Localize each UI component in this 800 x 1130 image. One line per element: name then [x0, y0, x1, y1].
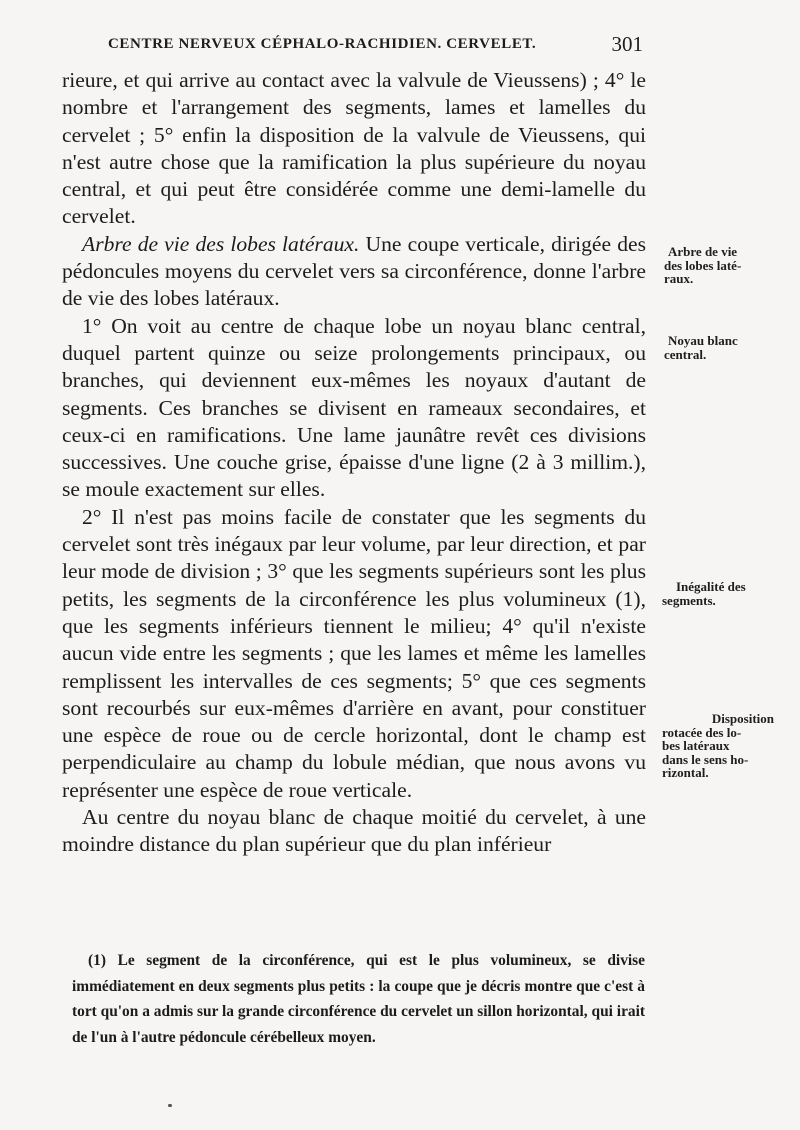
paragraph-2-text: Une coupe verticale, dirigée des pédoncules moyens du cervelet vers sa circonférence, donne l'arbre de vie des lobes latéraux. [62, 231, 646, 311]
margin-note-arbre: Arbre de vie des lobes laté- raux. [664, 244, 742, 286]
section-title-arbre: Arbre de vie des lobes latéraux. [82, 231, 360, 256]
margin-note-disposition: Disposition rotacée des lo- bes latéraux dans le sens ho- rizontal. [662, 711, 774, 780]
print-speck [168, 1104, 172, 1107]
footnote-text: (1) Le segment de la circonférence, qui est le plus volumineux, se divise immédiatement en deux segments plus petits : la coupe que je décris montre que c'est à tort qu'on a admis sur la grande circonférence du cervelet un sillon horizontal, qui irait de l'un à l'autre pédoncule cérébelleux moyen. [72, 952, 645, 1046]
paragraph-1: rieure, et qui arrive au contact avec la valvule de Vieussens) ; 4° le nombre et l'arrangement des segments, lames et lamelles du cervelet ; 5° enfin la disposition de la valvule de Vieussens, qui n'est autre chose que la ramification la plus supérieure du noyau central, et qui peut être considérée comme une demi-lamelle du cervelet. [62, 68, 646, 229]
running-header [108, 34, 643, 56]
page-number: 301 [611, 32, 643, 56]
paragraph-5: Au centre du noyau blanc de chaque moitié du cervelet, à une moindre distance du plan supérieur que du plan inférieur [62, 805, 646, 857]
main-text [62, 67, 646, 859]
footnote [72, 948, 645, 1050]
margin-note-noyau: Noyau blanc central. [664, 333, 738, 362]
paragraph-4: 2° Il n'est pas moins facile de constater que les segments du cervelet sont très inégaux par leur volume, par leur direction, et par leur mode de division ; 3° que les segments supérieurs sont les plus petits, les segments de la circonférence les plus volumineux (1), que les segments inférieurs tiennent le milieu; 4° qu'il n'existe aucun vide entre les segments ; que les lames et même les lamelles remplissent les intervalles de ces segments; 5° que ces segments sont recourbés sur eux-mêmes d'arrière en avant, pour constituer une espèce de roue ou de cercle horizontal, dont le champ est perpendiculaire au champ du lobule médian, que nous avons vu représenter une espèce de roue verticale. [62, 504, 646, 802]
margin-note-inegalite: Inégalité des segments. [662, 579, 746, 608]
running-title: CENTRE NERVEUX CÉPHALO-RACHIDIEN. CERVELET. [108, 36, 537, 52]
paragraph-2 [62, 231, 646, 313]
paragraph-3: 1° On voit au centre de chaque lobe un noyau blanc central, duquel partent quinze ou seize prolongements principaux, ou branches, qui deviennent eux-mêmes les noyaux d'autant de segments. Ces branches se divisent en rameaux secondaires, et ceux-ci en ramifications. Une lame jaunâtre revêt ces divisions successives. Une couche grise, épaisse d'une ligne (2 à 3 millim.), se moule exactement sur elles. [62, 313, 646, 502]
